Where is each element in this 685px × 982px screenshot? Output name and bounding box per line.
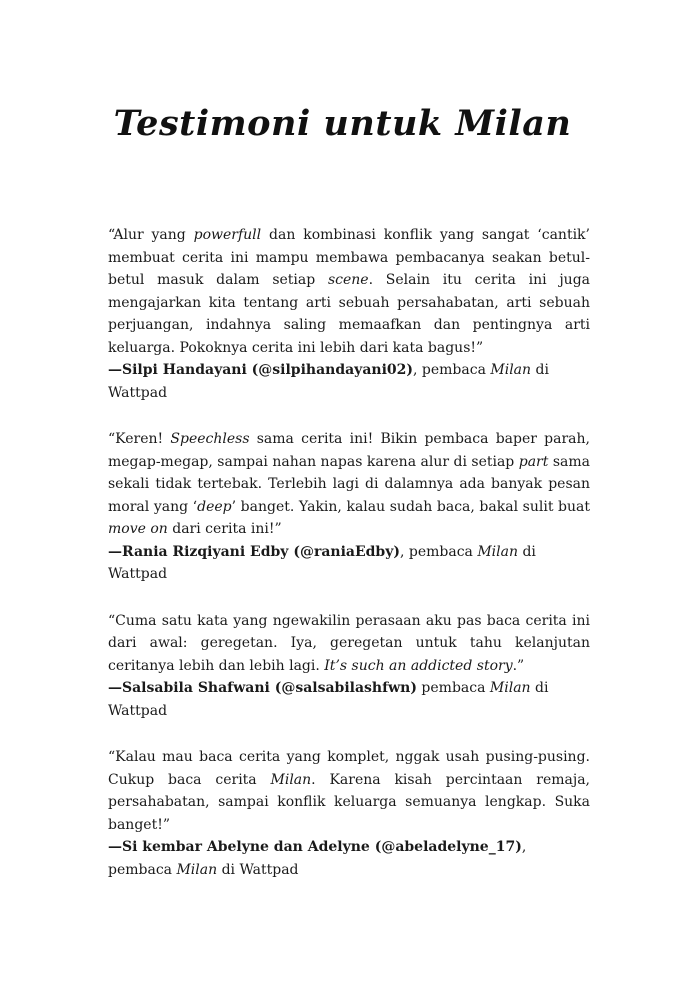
testimonial-attribution — [108, 836, 590, 881]
text-run: “Alur yang — [108, 227, 194, 243]
italic-text-run: It’s such an addicted story — [324, 657, 513, 674]
testimonial-item — [108, 746, 590, 881]
testimonial-attribution — [108, 677, 590, 722]
text-run: di Wattpad — [108, 362, 549, 401]
text-run: , pembaca — [108, 839, 527, 878]
text-run: “Cuma satu kata yang ngewakilin perasaan aku pas baca cerita ini dari awal: geregetan. Iya, geregetan untuk tahu kelanjutan ceritanya lebih dan lebih lagi. — [108, 612, 590, 674]
testimonial-quote — [108, 746, 590, 836]
italic-text-run: Milan — [270, 771, 312, 788]
testimonial-quote — [108, 428, 590, 541]
attribution-dash: — — [108, 839, 122, 855]
author-name: Si kembar Abelyne dan Adelyne (@abeladelyne_17) — [122, 839, 522, 855]
text-run: dari cerita ini!” — [167, 521, 282, 537]
testimonial-attribution — [108, 359, 590, 404]
text-run: . Karena kisah percintaan remaja, persahabatan, sampai konflik keluarga semuanya lengkap. Suka banget!” — [108, 771, 590, 833]
italic-text-run: part — [518, 453, 549, 470]
italic-text-run: scene — [327, 272, 369, 288]
testimonial-item — [108, 428, 590, 586]
attribution-dash: — — [108, 680, 122, 696]
italic-text-run: Milan — [176, 861, 218, 878]
text-run: ’ banget. Yakin, kalau sudah baca, bakal sulit buat — [231, 498, 590, 515]
text-run: sama cerita ini! Bikin pembaca baper parah, megap-megap, sampai nahan napas karena alur di setiap — [108, 431, 590, 470]
italic-text-run: Milan — [489, 680, 531, 696]
attribution-dash: — — [108, 362, 122, 378]
author-name: Silpi Handayani (@silpihandayani02) — [122, 362, 413, 378]
text-run: , pembaca — [413, 362, 491, 378]
italic-text-run: Speechless — [170, 431, 250, 447]
text-run: di Wattpad — [108, 680, 549, 719]
testimonials-section — [108, 224, 590, 905]
testimonial-quote — [108, 610, 590, 678]
testimonial-author — [108, 839, 522, 855]
text-run: sama sekali tidak tertebak. Terlebih lagi di dalamnya ada banyak pesan moral yang ‘ — [108, 453, 590, 515]
text-run: “Keren! — [108, 431, 171, 447]
text-run: .” — [512, 657, 525, 674]
testimonial-author — [108, 680, 417, 696]
text-run: pembaca — [416, 680, 490, 696]
page-title: Testimoni untuk Milan — [113, 103, 572, 145]
text-run: , pembaca — [399, 543, 478, 560]
testimonial-attribution — [108, 541, 590, 586]
attribution-dash: — — [108, 543, 122, 560]
text-run: dan kombinasi konflik yang sangat ‘cantik’ membuat cerita ini mampu membawa pembacanya seakan betul-betul masuk dalam setiap — [108, 227, 590, 288]
author-name: Salsabila Shafwani (@salsabilashfwn) — [122, 680, 417, 696]
author-name: Rania Rizqiyani Edby (@raniaEdby) — [122, 543, 400, 560]
testimonial-item — [108, 610, 590, 723]
italic-text-run: Milan — [477, 543, 518, 560]
text-run: di Wattpad — [217, 861, 299, 878]
text-run: . Selain itu cerita ini juga mengajarkan kita tentang arti sebuah persahabatan, arti sebuah perjuangan, indahnya saling memaafkan dan pentingnya arti keluarga. Pokoknya cerita ini lebih dari kata bagus!” — [108, 272, 591, 356]
testimonial-item — [108, 224, 590, 404]
testimonial-author — [108, 544, 400, 560]
italic-text-run: powerfull — [193, 227, 262, 243]
italic-text-run: deep — [197, 498, 232, 515]
italic-text-run: move on — [108, 521, 168, 537]
text-run: di Wattpad — [108, 543, 536, 582]
testimonial-quote — [108, 224, 590, 359]
testimonial-author — [108, 362, 413, 378]
italic-text-run: Milan — [490, 362, 532, 378]
text-run: “Kalau mau baca cerita yang komplet, nggak usah pusing-pusing. Cukup baca cerita — [108, 749, 590, 788]
